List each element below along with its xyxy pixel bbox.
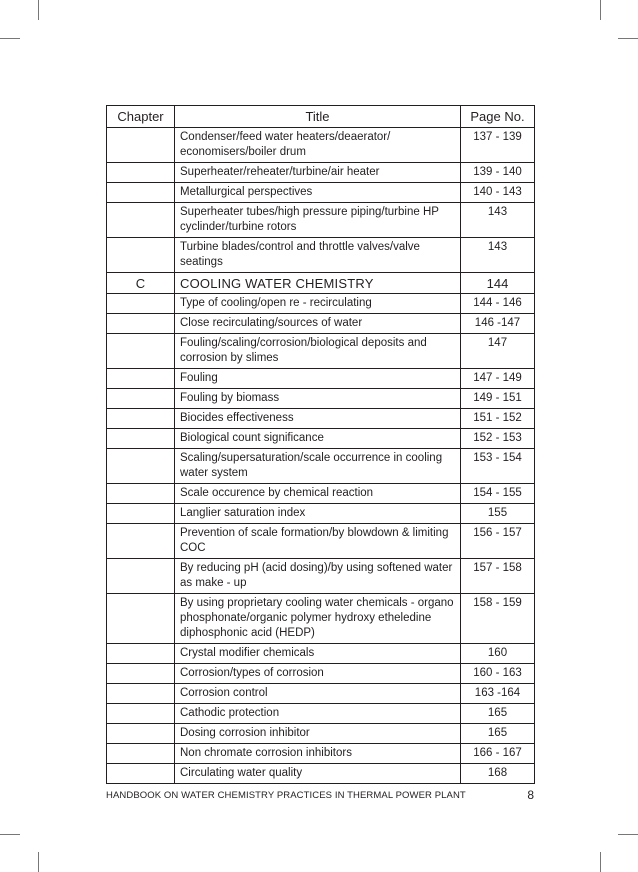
page-cell: 147 bbox=[461, 334, 535, 369]
title-cell: By using proprietary cooling water chemicals - organo phosphonate/organic polymer hydroxy etheledine diphosphonic acid (HEDP) bbox=[175, 594, 461, 644]
table-row bbox=[107, 684, 535, 704]
table-row bbox=[107, 524, 535, 559]
table-row bbox=[107, 369, 535, 389]
table-row bbox=[107, 334, 535, 369]
title-cell: By reducing pH (acid dosing)/by using softened water as make - up bbox=[175, 559, 461, 594]
chapter-cell bbox=[107, 203, 175, 238]
title-cell: Metallurgical perspectives bbox=[175, 183, 461, 203]
page-cell: 156 - 157 bbox=[461, 524, 535, 559]
crop-mark bbox=[0, 834, 20, 835]
table-row bbox=[107, 389, 535, 409]
title-cell: Biocides effectiveness bbox=[175, 409, 461, 429]
crop-mark bbox=[600, 0, 601, 20]
title-cell: Langlier saturation index bbox=[175, 504, 461, 524]
crop-mark bbox=[38, 0, 39, 20]
header-title: Title bbox=[175, 106, 461, 128]
page-cell: 144 - 146 bbox=[461, 294, 535, 314]
chapter-cell bbox=[107, 524, 175, 559]
page-cell: 152 - 153 bbox=[461, 429, 535, 449]
table-row bbox=[107, 744, 535, 764]
crop-mark bbox=[618, 834, 638, 835]
page-cell: 139 - 140 bbox=[461, 163, 535, 183]
chapter-cell bbox=[107, 369, 175, 389]
table-row bbox=[107, 203, 535, 238]
table-row bbox=[107, 449, 535, 484]
page-cell: 165 bbox=[461, 704, 535, 724]
chapter-cell bbox=[107, 684, 175, 704]
table-row bbox=[107, 724, 535, 744]
table-row bbox=[107, 429, 535, 449]
title-cell: Crystal modifier chemicals bbox=[175, 644, 461, 664]
table-row bbox=[107, 183, 535, 203]
table-row bbox=[107, 294, 535, 314]
table-row bbox=[107, 704, 535, 724]
chapter-cell bbox=[107, 429, 175, 449]
page-cell: 149 - 151 bbox=[461, 389, 535, 409]
page-cell: 160 - 163 bbox=[461, 664, 535, 684]
chapter-cell bbox=[107, 559, 175, 594]
page-cell: 160 bbox=[461, 644, 535, 664]
chapter-cell bbox=[107, 183, 175, 203]
chapter-cell bbox=[107, 664, 175, 684]
contents-table bbox=[106, 105, 535, 784]
page-cell: 154 - 155 bbox=[461, 484, 535, 504]
page-cell: 146 -147 bbox=[461, 314, 535, 334]
title-cell: Non chromate corrosion inhibitors bbox=[175, 744, 461, 764]
chapter-cell bbox=[107, 389, 175, 409]
page-cell: 137 - 139 bbox=[461, 128, 535, 163]
table-row bbox=[107, 484, 535, 504]
section-row bbox=[107, 273, 535, 294]
title-cell: Superheater/reheater/turbine/air heater bbox=[175, 163, 461, 183]
crop-mark bbox=[0, 38, 20, 39]
table-row bbox=[107, 163, 535, 183]
chapter-cell bbox=[107, 594, 175, 644]
title-cell: Prevention of scale formation/by blowdown & limiting COC bbox=[175, 524, 461, 559]
title-cell: Condenser/feed water heaters/deaerator/ economisers/boiler drum bbox=[175, 128, 461, 163]
page-cell: 140 - 143 bbox=[461, 183, 535, 203]
title-cell: Fouling/scaling/corrosion/biological deposits and corrosion by slimes bbox=[175, 334, 461, 369]
table-row bbox=[107, 594, 535, 644]
chapter-cell bbox=[107, 504, 175, 524]
page-cell: 158 - 159 bbox=[461, 594, 535, 644]
title-cell: Corrosion/types of corrosion bbox=[175, 664, 461, 684]
table-row bbox=[107, 664, 535, 684]
chapter-cell bbox=[107, 484, 175, 504]
title-cell: Dosing corrosion inhibitor bbox=[175, 724, 461, 744]
crop-mark bbox=[618, 38, 638, 39]
page-cell: 165 bbox=[461, 724, 535, 744]
page-cell: 144 bbox=[461, 273, 535, 294]
table-row bbox=[107, 504, 535, 524]
crop-mark bbox=[600, 852, 601, 872]
title-cell: Circulating water quality bbox=[175, 764, 461, 784]
chapter-cell bbox=[107, 128, 175, 163]
page-cell: 143 bbox=[461, 238, 535, 273]
title-cell: Type of cooling/open re - recirculating bbox=[175, 294, 461, 314]
page-cell: 147 - 149 bbox=[461, 369, 535, 389]
chapter-cell bbox=[107, 704, 175, 724]
title-cell: Turbine blades/control and throttle valves/valve seatings bbox=[175, 238, 461, 273]
chapter-cell bbox=[107, 294, 175, 314]
title-cell: Close recirculating/sources of water bbox=[175, 314, 461, 334]
footer-book-title: HANDBOOK ON WATER CHEMISTRY PRACTICES IN THERMAL POWER PLANT bbox=[106, 790, 466, 801]
crop-mark bbox=[38, 852, 39, 872]
chapter-cell bbox=[107, 163, 175, 183]
title-cell: Superheater tubes/high pressure piping/turbine HP cyclinder/turbine rotors bbox=[175, 203, 461, 238]
table-row bbox=[107, 764, 535, 784]
chapter-cell bbox=[107, 449, 175, 484]
table-row bbox=[107, 559, 535, 594]
chapter-cell bbox=[107, 238, 175, 273]
page-cell: 157 - 158 bbox=[461, 559, 535, 594]
page-cell: 168 bbox=[461, 764, 535, 784]
contents-body bbox=[107, 128, 535, 784]
title-cell: Cathodic protection bbox=[175, 704, 461, 724]
title-cell: COOLING WATER CHEMISTRY bbox=[175, 273, 461, 294]
table-row bbox=[107, 238, 535, 273]
chapter-cell bbox=[107, 744, 175, 764]
table-row bbox=[107, 644, 535, 664]
page-cell: 143 bbox=[461, 203, 535, 238]
title-cell: Biological count significance bbox=[175, 429, 461, 449]
footer-page-number: 8 bbox=[527, 788, 534, 802]
chapter-cell bbox=[107, 764, 175, 784]
page-cell: 163 -164 bbox=[461, 684, 535, 704]
page-cell: 155 bbox=[461, 504, 535, 524]
chapter-cell bbox=[107, 314, 175, 334]
table-row bbox=[107, 314, 535, 334]
chapter-cell: C bbox=[107, 273, 175, 294]
page-cell: 153 - 154 bbox=[461, 449, 535, 484]
header-page: Page No. bbox=[461, 106, 535, 128]
title-cell: Corrosion control bbox=[175, 684, 461, 704]
table-header-row bbox=[107, 106, 535, 128]
chapter-cell bbox=[107, 724, 175, 744]
chapter-cell bbox=[107, 409, 175, 429]
chapter-cell bbox=[107, 334, 175, 369]
header-chapter: Chapter bbox=[107, 106, 175, 128]
title-cell: Fouling by biomass bbox=[175, 389, 461, 409]
title-cell: Fouling bbox=[175, 369, 461, 389]
page-cell: 166 - 167 bbox=[461, 744, 535, 764]
title-cell: Scaling/supersaturation/scale occurrence in cooling water system bbox=[175, 449, 461, 484]
page-cell: 151 - 152 bbox=[461, 409, 535, 429]
chapter-cell bbox=[107, 644, 175, 664]
table-row bbox=[107, 128, 535, 163]
table-row bbox=[107, 409, 535, 429]
title-cell: Scale occurence by chemical reaction bbox=[175, 484, 461, 504]
